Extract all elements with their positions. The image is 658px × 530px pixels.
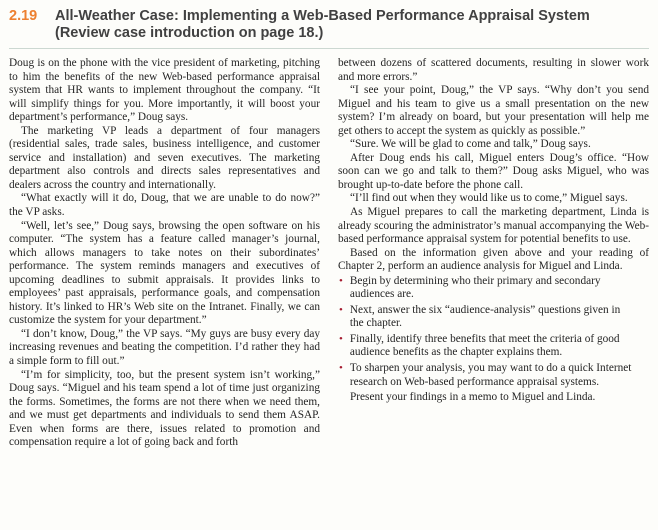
bullet-text: Next, answer the six “audience-analysis” questions given in the chapter.	[349, 303, 621, 330]
left-column	[9, 57, 320, 450]
bullet-icon: •	[339, 274, 343, 287]
section-number: 2.19	[9, 8, 38, 24]
bullet-icon: •	[339, 303, 343, 316]
paragraph: “I don’t know, Doug,” the VP says. “My guys are busy every day increasing revenues and beating the competition. I’d rather they had a simple form to fill out.”	[9, 327, 320, 368]
paragraph: between dozens of scattered documents, resulting in slower work and more errors.”	[338, 57, 649, 83]
case-subtitle: (Review case introduction on page 18.)	[55, 25, 324, 41]
paragraph: “Well, let’s see,” Doug says, browsing the open software on his computer. “The system has a feature called manager’s journal, which allows managers to take notes on their subordinates’ performance. The system reminds managers and executives of upcoming deadlines to submit appraisals. It provides links to employees’ past appraisals, performance goals, and compensation history. It’s linked to HR’s Web site on the Intranet. Finally, we can customize the system for your department.”	[9, 219, 320, 327]
bullet-text: Begin by determining who their primary and secondary audiences are.	[349, 274, 601, 301]
right-column	[338, 57, 649, 450]
paragraph: “I’ll find out when they would like us to come,” Miguel says.	[350, 192, 628, 205]
paragraph: Based on the information given above and your reading of Chapter 2, perform an audience analysis for Miguel and Linda.	[338, 246, 649, 273]
bullet-icon: •	[339, 332, 343, 345]
list-item	[338, 304, 649, 331]
case-header	[9, 8, 649, 42]
paragraph: “What exactly will it do, Doug, that we are unable to do now?” the VP asks.	[9, 192, 320, 219]
paragraph: The marketing VP leads a department of four managers (residential sales, trade sales, business intelligence, and customer service and installation) and seven executives. The marketing department also controls and directs sales representatives and dealers across the country and internationally.	[9, 124, 320, 191]
bullet-text: Finally, identify three benefits that meet the criteria of good audience benefits as the chapter explains them.	[349, 332, 620, 359]
paragraph: After Doug ends his call, Miguel enters Doug’s office. “How soon can we go and talk to them?” Doug asks Miguel, who was brought up-to-date before the phone call.	[338, 151, 649, 191]
header-rule	[9, 48, 649, 49]
paragraph: “I’m for simplicity, too, but the present system isn’t working,” Doug says. “Miguel and his team spend a lot of time just organizing the forms. Sometimes, the forms are not there when we need them, and we must get departments and individuals to send them ASAP. Even when forms are there, issues related to promotion and compensation require a lot of going back and forth	[9, 368, 320, 449]
closing-paragraph: Present your findings in a memo to Miguel and Linda.	[350, 391, 596, 404]
list-item	[338, 362, 649, 389]
case-title: All-Weather Case: Implementing a Web-Based Performance Appraisal System	[55, 8, 590, 24]
bullet-text: To sharpen your analysis, you may want to do a quick Internet research on Web-based performance appraisal systems.	[349, 362, 632, 388]
paragraph: Doug is on the phone with the vice president of marketing, pitching to him the benefits of the new Web-based performance appraisal system that HR wants to implement throughout the company. “It will simplify things for you. More importantly, it will boost your department’s performance,” Doug says.	[9, 57, 320, 124]
bullet-icon: •	[339, 362, 343, 375]
paragraph: “Sure. We will be glad to come and talk,” Doug says.	[350, 138, 591, 151]
bullet-list	[338, 275, 649, 389]
paragraph: As Miguel prepares to call the marketing department, Linda is already scouring the administrator’s manual accompanying the Web-based performance appraisal system for potential benefits to use.	[338, 206, 649, 246]
two-column-body	[9, 57, 649, 450]
paragraph: “I see your point, Doug,” the VP says. “Why don’t you send Miguel and his team to give us a small presentation on the new system? I’m already on board, but your presentation will help me get others to accept the system as quickly as possible.”	[338, 84, 649, 137]
case-title-block	[55, 8, 649, 42]
list-item	[338, 275, 649, 302]
list-item	[338, 333, 649, 360]
